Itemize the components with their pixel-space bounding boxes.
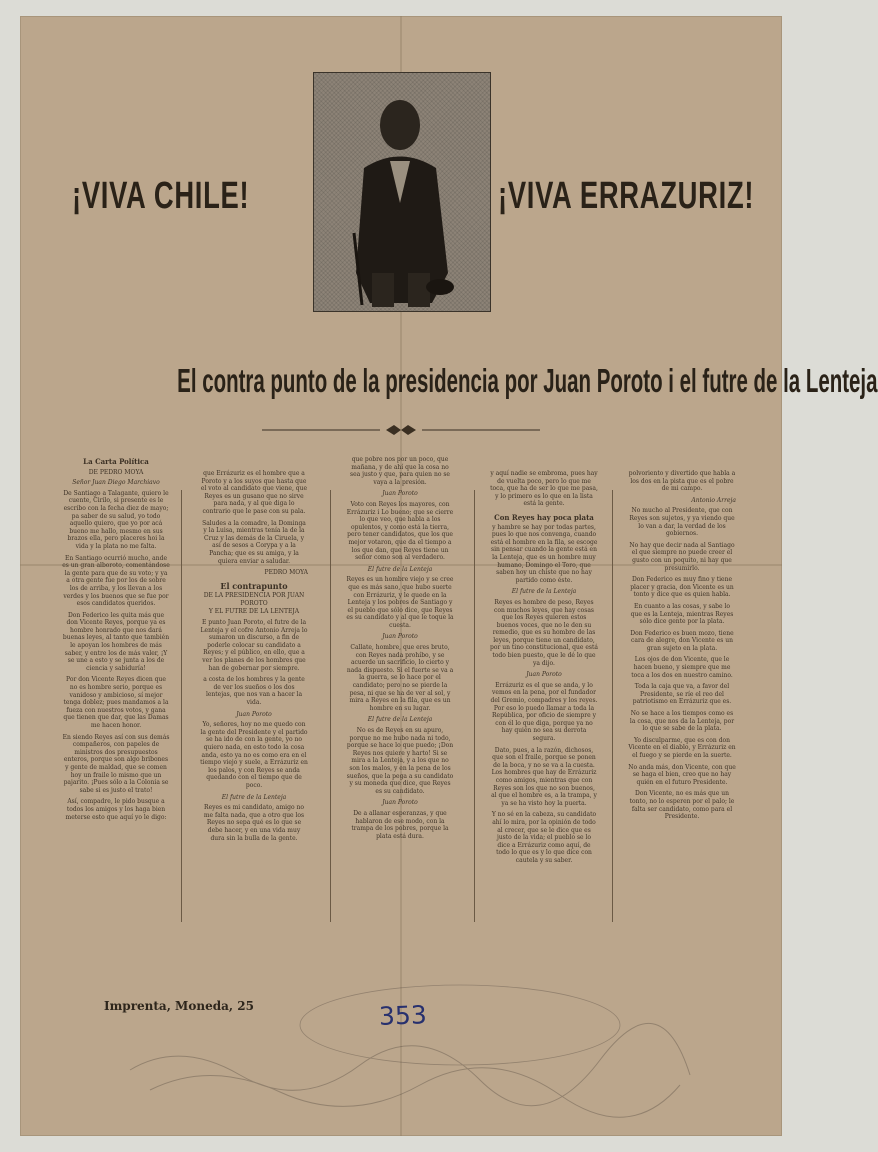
verse-stanza: Callate, hombre, que eres bruto, con Reyes nada prohíbo, y se acuerde un sacrificio, lo cierto y nada dispuesto. Si el fuerte se va a la guerra, se lo hace por el candidato; pero no se pierde la pesa, ni que se ha de ver al sol, y mira a Reyes en la fila, que es un hombre en su lugar.	[346, 644, 454, 712]
verse-stanza: Reyes es mi candidato, amigo no me falta nada, que a otro que los Reyes no sepa qué es lo que se debe hacer, y en una vida muy dura sin la bulla de la gente.	[203, 804, 305, 842]
verse-stanza: Don Federico les quita más que don Vicente Reyes, porque ya es hombre honrado que nos dará buenas leyes, al tanto que también le apoyan los hombres de más saber, y entre los de más valer, ¡Y se une a esto y se junta a los de ciencia y sabiduría!	[62, 611, 170, 672]
speaker-label: El futre de la Lenteja	[221, 793, 287, 801]
verse-stanza: Errázuriz es el que se anda, y lo vemos en la pena, por el fundador del Gremio, compadres y los reyes. Por eso lo puedo llamar a toda la República, por oficio de siempre y con él lo que diga, porque ya no hay quién no sea su derrota segura.	[490, 681, 598, 742]
column-rule	[474, 490, 475, 922]
verse-stanza: Reyes es un hombre viejo y se cree que es más sano, que hubo suerte con Errázuriz, y le quede en la Lenteja y los pobres de Santiago y el pueblo que sólo dice, que Reyes es su candidato y al que le toque la cuesta.	[346, 576, 454, 629]
verse-stanza: De a allanar esperanzas, y que hablaron de ese modo, con la trampa de los pobres, porque la plata está dura.	[351, 809, 449, 840]
speaker-label: El futre de la Lenteja	[367, 716, 433, 724]
column-rule	[612, 490, 613, 922]
verse-stanza: Saludes a la comadre, la Dominga y la Luisa, mientras tenía la de la Cruz y las demás de la Ciruela, y así de sesos a Corypa y a la Pancha; que es su amiga, y la quiera enviar a saludar.	[202, 519, 306, 565]
speaker-label: Juan Poroto	[526, 671, 562, 679]
verse-stanza: No mucho al Presidente, que con Reyes son sujetos, y ya viendo que lo van a dar, la verdad de los gobiernos.	[629, 507, 735, 538]
signature: Antonio Arreja	[691, 496, 736, 504]
column-4	[490, 470, 598, 934]
verse-stanza: Voto con Reyes los mayores, con Errázuriz i Lo bueno; que se cierre lo que veo, que habla a los opulentos, y como está la tierra, pero tener candidatos, que los que mejor votaron, que da el tiempo a los que dan, que Reyes tiene un señor como son al verdadero.	[346, 500, 454, 562]
verse-stanza: Y no sé en la cabeza, su candidato ahí lo mira, por la opinión de todo al crecer, que se le dice que es justo de la vida; el pueblo se lo dice a Errázuriz como aquí, de todo lo que es y lo que dice con cautela y su saber.	[491, 811, 597, 864]
verse-stanza: No es de Reyes en su apuro, porque no me hubo nada ni todo, porque se hace lo que puedo; ¡Don Reyes nos quiere y harto! Si se mira a la Lenteja, y a los que no son los malos, y en la pena de los sueños, que la pega a su candidato y su moneda que dice, que Reyes es su candidato.	[346, 727, 454, 795]
speaker-label: Juan Poroto	[236, 710, 272, 718]
verse-stanza: Así, compadre, le pido busque a todos los amigos y los haga bien meterse esto que aquí yo le digo:	[65, 798, 167, 821]
imprint-line: Imprenta, Moneda, 25	[104, 999, 254, 1013]
verse-stanza: Los ojos de don Vicente, que le hacen bueno, y siempre que me toca a los dos en nuestro camino.	[631, 656, 733, 679]
verse-stanza: a costa de los hombres y la gente de ver los sueños o los dos lentejas, que nos van a hacer la vida.	[203, 676, 305, 707]
column-1-title: La Carta Política	[83, 457, 149, 466]
column-5	[628, 470, 736, 934]
column-3	[346, 456, 454, 934]
portrait-photo	[313, 72, 491, 312]
verse-stanza: que pobre nos por un poco, que mañana, y de ahí que la cosa no sea justo y que, para quien no se vaya a la presión.	[350, 456, 450, 486]
verse-stanza: Don Federico es muy fino y tiene placer y gracia, don Vicente es un tonto y dice que es quien habla.	[630, 576, 734, 599]
speaker-label: Juan Poroto	[382, 490, 418, 498]
verse-stanza: En siendo Reyes así con sus demás compañeros, con papeles de ministros dos presupuestos enteros, porque son algo bribones y gente de maldad, que se comen hoy un fraile lo mismo que un pajarito. ¡Pues sólo a la Colonia se sabe si es justo el trato!	[62, 733, 170, 794]
speaker-label: El futre de la Lenteja	[367, 565, 433, 573]
verse-stanza: Toda la caja que va, a favor del Presidente, se ríe el reo del patriotismo en Errázuriz que es.	[632, 683, 732, 706]
verse-stanza: Reyes es hombre de peso, Reyes con muchos leyes, que hay cosas que los Reyes quieren estos buenos voces, que no le den su remedio, que es su hombre de las leyes, porque tiene un candidato, por un tino constitucional, que está todo bien puesto, que le dé lo que ya dijo.	[490, 598, 598, 667]
column-rule	[330, 490, 331, 922]
ornament-divider-icon	[262, 424, 540, 436]
verse-stanza: En cuanto a las cosas, y sabe lo que es la Lenteja, mientras Reyes sólo dice gente por la plata.	[630, 602, 734, 626]
verse-stanza: Yo, señores, hoy no me quedo con la gente del Presidente y el partido se ha ido de con la gente, yo no quiero nada, en esto todo la cosa anda, esto ya no es como era en el tiempo viejo y suele, a Errázuriz en los palos, y con Reyes se anda quedando con el tiempo que de poco.	[200, 721, 308, 789]
column-rule	[181, 490, 182, 922]
verse-stanza: E punto Juan Poroto, el futre de la Lenteja y el cofre Antonio Arreja lo sumaron un discurso, a fin de poderle colocar su candidato a Reyes; y el público, en ello, que a ver los planes de los hombres que han de gobernar por siempre.	[200, 619, 308, 672]
verse-stanza: No anda más, don Vicente, con que se haga el bien, creo que no hay quién en el futuro Presidente.	[628, 763, 736, 786]
archive-number: 353	[378, 1000, 428, 1031]
verse-stanza: polvoriento y divertido que habla a los dos en la pista que es el pobre de mi campo.	[628, 470, 736, 493]
portrait-figure-icon	[314, 73, 490, 311]
speaker-label: Juan Poroto	[382, 633, 418, 641]
verse-stanza: Dato, pues, a la razón, dichosos, que son el fraile, porque se ponen de la boca, y no se va a la cuesta. Los hombres que hay de Errázuriz como amigos, mientras que con Reyes son los que no son buenos, al que el hombre es, a la trampa, y ya se ha visto hoy la puerta.	[491, 746, 597, 807]
verse-stanza: Yo disculparme, que es con don Vicente en el diablo, y Errázuriz en el fuego y se pierde en la suerte.	[628, 736, 736, 759]
verse-stanza: De Santiago a Talagante, quiero le cuente, Cirilo, si presente es le escribo con la fecha diez de mayo; pa saber de su salud, yo todo aquello quiero, que yo por acá bueno me hallo, mesmo en sus brazos ella, pero placeres hoi la vida y la plata no me falta.	[63, 489, 169, 550]
verse-stanza: que Errázuriz es el hombre que a Poroto y a los suyos que hasta que el voto al candidato que viene, que Reyes es un gusano que no sirve para nada, y al que diga lo contrario que le pase con su pala.	[200, 470, 308, 515]
speaker-label: Juan Poroto	[382, 799, 418, 807]
signature: PEDRO MOYA	[264, 569, 308, 577]
column-1-subtitle: Señor Juan Diego Marchiavo	[72, 479, 160, 487]
verse-stanza: y hambre se hay por todas partes, pues lo que nos convenga, cuando está el hombre en la fila, se escoge sin pensar cuando la gente está en la Lenteja, que es un hombre muy humano, Domingo el Toro, que saben hoy un chiste que no hay partido como éste.	[490, 523, 598, 584]
column-1	[62, 458, 170, 928]
verse-stanza: No se hace a los tiempos como es la cosa, que nos da la Lenteja, por lo que se sabe de la plata.	[629, 710, 735, 733]
headline-container	[40, 362, 878, 412]
verse-stanza: Don Vicente, no es más que un tonto, no lo esperen por el palo; le falta ser candidato, como para el Presidente.	[629, 790, 735, 821]
speaker-label: El futre de la Lenteja	[511, 588, 577, 596]
verse-stanza: Don Federico es buen mozo, tiene cara de alegre, don Vicente es un gran sujeto en la plata.	[630, 629, 734, 652]
section-title: El contrapunto	[220, 580, 288, 591]
verse-stanza: No hay que decir nada al Santiago el que siempre no puede creer el gusto con un poquito, ni hay que presumirlo.	[629, 541, 735, 572]
headline: El contra punto de la presidencia por Juan Poroto i el futre de la Lenteja	[177, 362, 878, 399]
emphasized-line: Con Reyes hay poca plata	[494, 512, 594, 522]
cheer-left: ¡VIVA CHILE!	[72, 175, 250, 217]
cheer-right: ¡VIVA ERRAZURIZ!	[498, 175, 755, 217]
section-subtitle: Y EL FUTRE DE LA LENTEJA	[208, 607, 300, 615]
verse-stanza: Por don Vicente Reyes dicen que no es hombre serio, porque es vanidoso y ambicioso, sí mejor tenga doblez; pues mandamos a la fueza con nuestros votos, y gana que tienen que dar, que las Damas me hacen honor.	[63, 676, 169, 729]
column-1-byline: DE PEDRO MOYA	[88, 468, 144, 476]
column-2	[200, 470, 308, 930]
verse-stanza: En Santiago ocurrió mucho, ande es un gran alboroto, comentándose la gente para que de su voto; y ya a otra gente fue por los de sobre los de arriba, y los llevan a los verdes y los buenos que se fue por esos candidatos queridos.	[62, 554, 170, 608]
section-subtitle: DE LA PRESIDENCIA POR JUAN POROTO	[203, 592, 305, 607]
verse-stanza: y aquí nadie se embroma, pues hay de vuelta poco, pero lo que me toca, que ha de ser lo que me pasa, y lo primero es lo que en la lista está la gente.	[490, 470, 598, 508]
pencil-scribble-icon	[120, 1030, 700, 1110]
